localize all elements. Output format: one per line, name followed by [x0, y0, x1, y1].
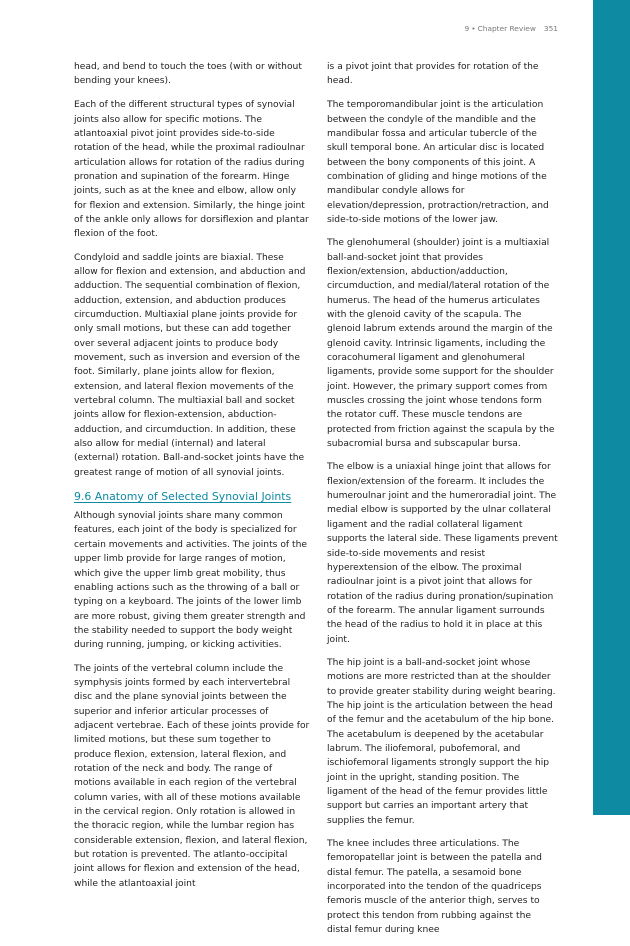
paragraph: The knee includes three articulations. The femoropatellar joint is between the patella and distal femur. The patella, a sesamoid bone incorporated into the tendon of the quadriceps femoris muscle of the anterior thigh, serves to protect this tendon from rubbing against the distal femur during knee [327, 839, 542, 936]
paragraph: Although synovial joints share many common features, each joint of the body is specialized for certain movements and activities. The joints of the upper limb provide for large ranges of motion, which give the upper limb great mobility, thus enabling actions such as the throwing of a ball or typing on a keyboard. The joints of the lower limb are more robust, giving them greater strength and the stability needed to support the body weight during running, jumping, or kicking activities. [74, 511, 307, 651]
chapter-color-bar [593, 0, 630, 815]
paragraph: Condyloid and saddle joints are biaxial. These allow for flexion and extension, and abduction and adduction. The sequential combination of flexion, adduction, extension, and abduction produces circumduction. Multiaxial plane joints provide for only small motions, but these can add together over several adjacent joints to produce body movement, such as inversion and eversion of the foot. Similarly, plane joints allow for flexion, extension, and lateral flexion movements of the vertebral column. The multiaxial ball and socket joints allow for flexion-extension, abduction-adduction, and circumduction. In addition, these also allow for medial (internal) and lateral (external) rotation. Ball-and-socket joints have the greatest range of motion of all synovial joints. [74, 252, 306, 478]
paragraph: Each of the different structural types of synovial joints also allow for specific motions. The atlantoaxial pivot joint provides side-to-side rotation of the head, while the proximal radioulnar articulation allows for rotation of the radius during pronation and supination of the forearm. Hinge joints, such as at the knee and elbow, allow only for flexion and extension. Similarly, the hinge joint of the ankle only allows for dorsiflexion and plantar flexion of the foot. [74, 100, 309, 240]
paragraph: The joints of the vertebral column include the symphysis joints formed by each intervertebral disc and the plane synovial joints between the superior and inferior articular processes of adjacent vertebrae. Each of these joints provide for limited motions, but these sum together to produce flexion, extension, lateral flexion, and rotation of the neck and body. The range of motions available in each region of the vertebral column varies, with all of these motions available in the cervical region. Only rotation is allowed in the thoracic region, while the lumbar region has considerable extension, flexion, and lateral flexion, but rotation is prevented. The atlanto-occipital joint allows for flexion and extension of the head, while the atlantoaxial joint [74, 663, 310, 889]
paragraph: The glenohumeral (shoulder) joint is a multiaxial ball-and-socket joint that provides flexion/extension, abduction/adduction, circumduction, and medial/lateral rotation of the humerus. The head of the humerus articulates with the glenoid cavity of the scapula. The glenoid labrum extends around the margin of the glenoid cavity. Intrinsic ligaments, including the coracohumeral ligament and glenohumeral ligaments, provide some support for the shoulder joint. However, the primary support comes from muscles crossing the joint whose tendons form the rotator cuff. These muscle tendons are protected from friction against the scapula by the subacromial bursa and subscapular bursa. [327, 238, 555, 450]
paragraph: head, and bend to touch the toes (with or without bending your knees). [74, 62, 302, 87]
section-heading-link[interactable]: 9.6 Anatomy of Selected Synovial Joints [74, 490, 292, 504]
paragraph: The elbow is a uniaxial hinge joint that allows for flexion/extension of the forearm. It includes the humeroulnar joint and the humeroradial joint. The medial elbow is supported by the ulnar collateral ligament and the radial collateral ligament supports the lateral side. These ligaments prevent side-to-side movements and resist hyperextension of the elbow. The proximal radioulnar joint is a pivot joint that allows for rotation of the radius during pronation/supination of the forearm. The annular ligament surrounds the head of the radius to hold it in place at this joint. [327, 462, 558, 645]
header-separator: • [471, 24, 476, 33]
right-column [327, 60, 558, 946]
paragraph: The hip joint is a ball-and-socket joint whose motions are more restricted than at the shoulder to provide greater stability during weight bearing. The hip joint is the articulation between the head of the femur and the acetabulum of the hip bone. The acetabulum is deepened by the acetabular labrum. The iliofemoral, pubofemoral, and ischiofemoral ligaments strongly support the hip joint in the upright, standing position. The ligament of the head of the femur provides little support but carries an important artery that supplies the femur. [327, 657, 556, 826]
left-column [74, 60, 310, 900]
paragraph: is a pivot joint that provides for rotation of the head. [327, 62, 539, 87]
running-header [465, 24, 558, 33]
paragraph: The temporomandibular joint is the articulation between the condyle of the mandible and the mandibular fossa and articular tubercle of the skull temporal bone. An articular disc is located between the bony components of this joint. A combination of gliding and hinge motions of the mandibular condyle allows for elevation/depression, protraction/retraction, and side-to-side motions of the lower jaw. [327, 100, 549, 225]
section-title: Chapter Review [477, 24, 536, 33]
page-number: 351 [543, 24, 558, 33]
chapter-number: 9 [464, 24, 470, 33]
